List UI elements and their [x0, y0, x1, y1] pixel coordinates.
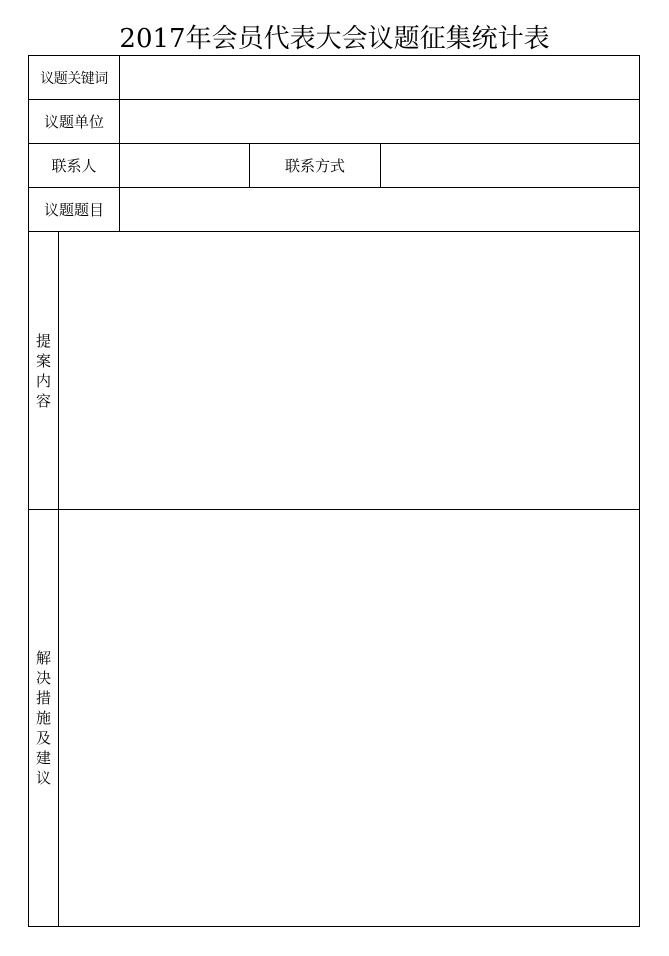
form-table: [28, 55, 640, 927]
vertical-char: 措: [35, 689, 51, 707]
row-solutions: [29, 510, 640, 927]
row-contact: [29, 144, 640, 188]
contact-person-label: 联系人: [29, 144, 120, 188]
vertical-char: 决: [35, 669, 51, 687]
vertical-char: 内: [35, 371, 51, 390]
solutions-field[interactable]: [59, 510, 640, 927]
topic-title-field[interactable]: [120, 188, 640, 232]
topic-title-label: 议题题目: [29, 188, 120, 232]
contact-method-field[interactable]: [381, 144, 640, 188]
vertical-char: 施: [35, 709, 51, 727]
solutions-label: [29, 510, 59, 927]
vertical-char: 解: [35, 649, 51, 667]
contact-method-label: 联系方式: [250, 144, 381, 188]
proposal-content-field[interactable]: [59, 232, 640, 510]
vertical-char: 建: [35, 749, 51, 767]
unit-field[interactable]: [120, 100, 640, 144]
row-keyword: [29, 56, 640, 100]
vertical-char: 议: [35, 769, 51, 787]
row-topic-title: [29, 188, 640, 232]
contact-person-field[interactable]: [120, 144, 250, 188]
vertical-char: 提: [35, 331, 51, 350]
proposal-content-label: [29, 232, 59, 510]
vertical-char: 案: [35, 351, 51, 370]
keyword-field[interactable]: [120, 56, 640, 100]
unit-label: 议题单位: [29, 100, 120, 144]
keyword-label: 议题关键词: [29, 56, 120, 100]
row-unit: [29, 100, 640, 144]
page-title: 2017年会员代表大会议题征集统计表: [119, 24, 550, 54]
vertical-char: 容: [35, 391, 51, 410]
row-proposal: [29, 232, 640, 510]
vertical-char: 及: [35, 729, 51, 747]
